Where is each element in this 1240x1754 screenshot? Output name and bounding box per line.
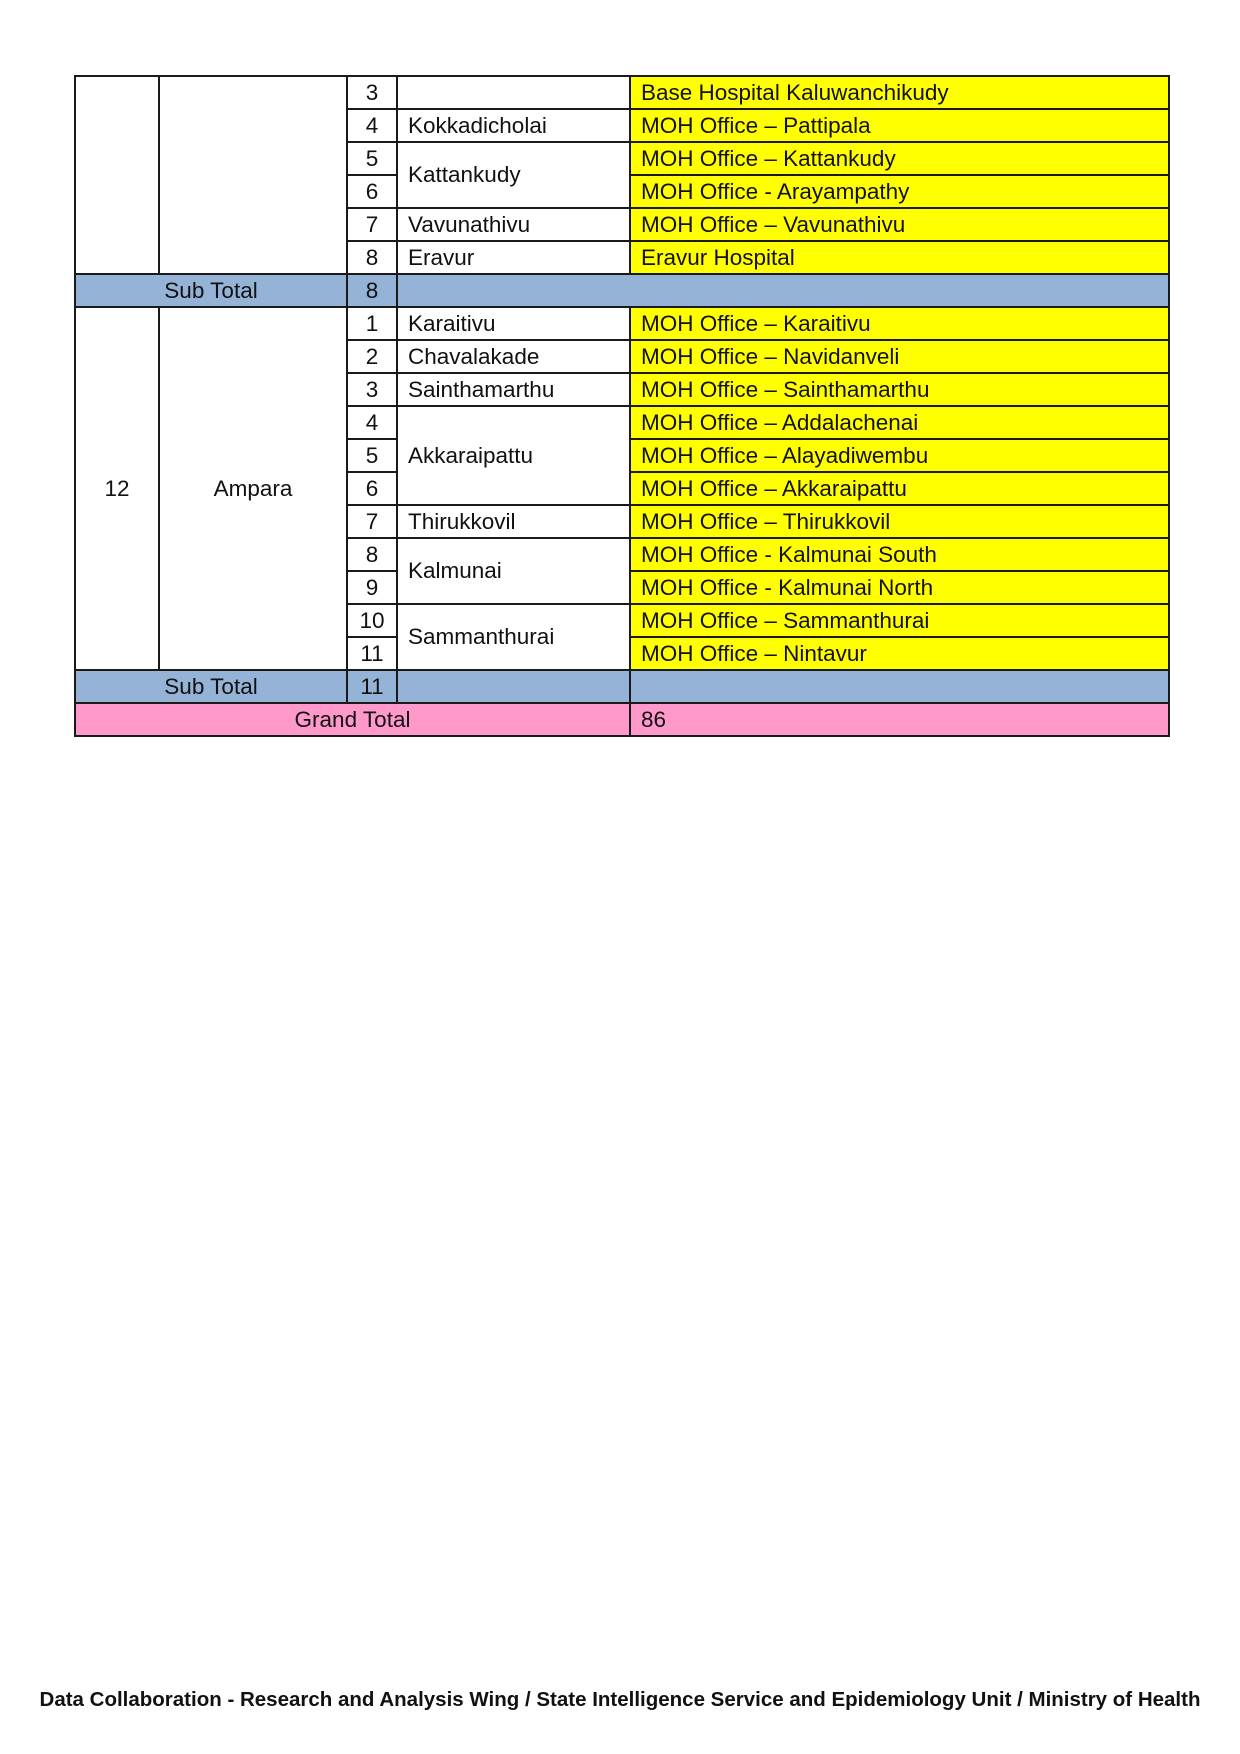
vaccination-center: MOH Office – Navidanveli bbox=[630, 340, 1169, 373]
row-number: 1 bbox=[347, 307, 397, 340]
vaccination-center: Base Hospital Kaluwanchikudy bbox=[630, 76, 1169, 109]
vaccination-center: MOH Office – Akkaraipattu bbox=[630, 472, 1169, 505]
moh-division: Karaitivu bbox=[397, 307, 630, 340]
district-no-cell: 12 bbox=[75, 307, 159, 670]
table-row bbox=[75, 307, 1169, 340]
subtotal-label: Sub Total bbox=[75, 274, 347, 307]
row-number: 8 bbox=[347, 241, 397, 274]
vaccination-center: MOH Office - Kalmunai South bbox=[630, 538, 1169, 571]
district-name-cell: Ampara bbox=[159, 307, 347, 670]
row-number: 11 bbox=[347, 637, 397, 670]
page-footer: Data Collaboration - Research and Analysis Wing / State Intelligence Service and Epidemiology Unit / Ministry of Health bbox=[39, 1688, 1201, 1711]
grand-total-label: Grand Total bbox=[75, 703, 630, 736]
moh-division: Thirukkovil bbox=[397, 505, 630, 538]
row-number: 3 bbox=[347, 76, 397, 109]
moh-division bbox=[397, 76, 630, 109]
grand-total-row bbox=[75, 703, 1169, 736]
row-number: 7 bbox=[347, 505, 397, 538]
vaccination-center: Eravur Hospital bbox=[630, 241, 1169, 274]
table-row bbox=[75, 76, 1169, 109]
vaccination-center: MOH Office – Kattankudy bbox=[630, 142, 1169, 175]
vaccination-center: MOH Office – Alayadiwembu bbox=[630, 439, 1169, 472]
subtotal-value: 8 bbox=[347, 274, 397, 307]
moh-division: Vavunathivu bbox=[397, 208, 630, 241]
vaccination-centers-table bbox=[74, 75, 1170, 737]
row-number: 3 bbox=[347, 373, 397, 406]
row-number: 9 bbox=[347, 571, 397, 604]
district-name-cell bbox=[159, 76, 347, 274]
row-number: 8 bbox=[347, 538, 397, 571]
moh-division: Chavalakade bbox=[397, 340, 630, 373]
row-number: 6 bbox=[347, 472, 397, 505]
row-number: 2 bbox=[347, 340, 397, 373]
moh-division: Kattankudy bbox=[397, 142, 630, 208]
row-number: 5 bbox=[347, 439, 397, 472]
vaccination-center: MOH Office – Sainthamarthu bbox=[630, 373, 1169, 406]
moh-division: Kalmunai bbox=[397, 538, 630, 604]
subtotal-label: Sub Total bbox=[75, 670, 347, 703]
vaccination-center: MOH Office – Karaitivu bbox=[630, 307, 1169, 340]
row-number: 5 bbox=[347, 142, 397, 175]
row-number: 4 bbox=[347, 109, 397, 142]
subtotal-row bbox=[75, 274, 1169, 307]
grand-total-value: 86 bbox=[630, 703, 1169, 736]
vaccination-center: MOH Office - Arayampathy bbox=[630, 175, 1169, 208]
moh-division: Kokkadicholai bbox=[397, 109, 630, 142]
district-no-cell bbox=[75, 76, 159, 274]
moh-division: Sammanthurai bbox=[397, 604, 630, 670]
vaccination-center: MOH Office - Kalmunai North bbox=[630, 571, 1169, 604]
vaccination-center: MOH Office – Thirukkovil bbox=[630, 505, 1169, 538]
vaccination-center: MOH Office – Addalachenai bbox=[630, 406, 1169, 439]
row-number: 6 bbox=[347, 175, 397, 208]
vaccination-center: MOH Office – Nintavur bbox=[630, 637, 1169, 670]
subtotal-value: 11 bbox=[347, 670, 397, 703]
row-number: 10 bbox=[347, 604, 397, 637]
moh-division: Eravur bbox=[397, 241, 630, 274]
row-number: 7 bbox=[347, 208, 397, 241]
moh-division: Akkaraipattu bbox=[397, 406, 630, 505]
vaccination-center: MOH Office – Pattipala bbox=[630, 109, 1169, 142]
row-number: 4 bbox=[347, 406, 397, 439]
vaccination-center: MOH Office – Vavunathivu bbox=[630, 208, 1169, 241]
vaccination-center: MOH Office – Sammanthurai bbox=[630, 604, 1169, 637]
moh-division: Sainthamarthu bbox=[397, 373, 630, 406]
subtotal-row bbox=[75, 670, 1169, 703]
